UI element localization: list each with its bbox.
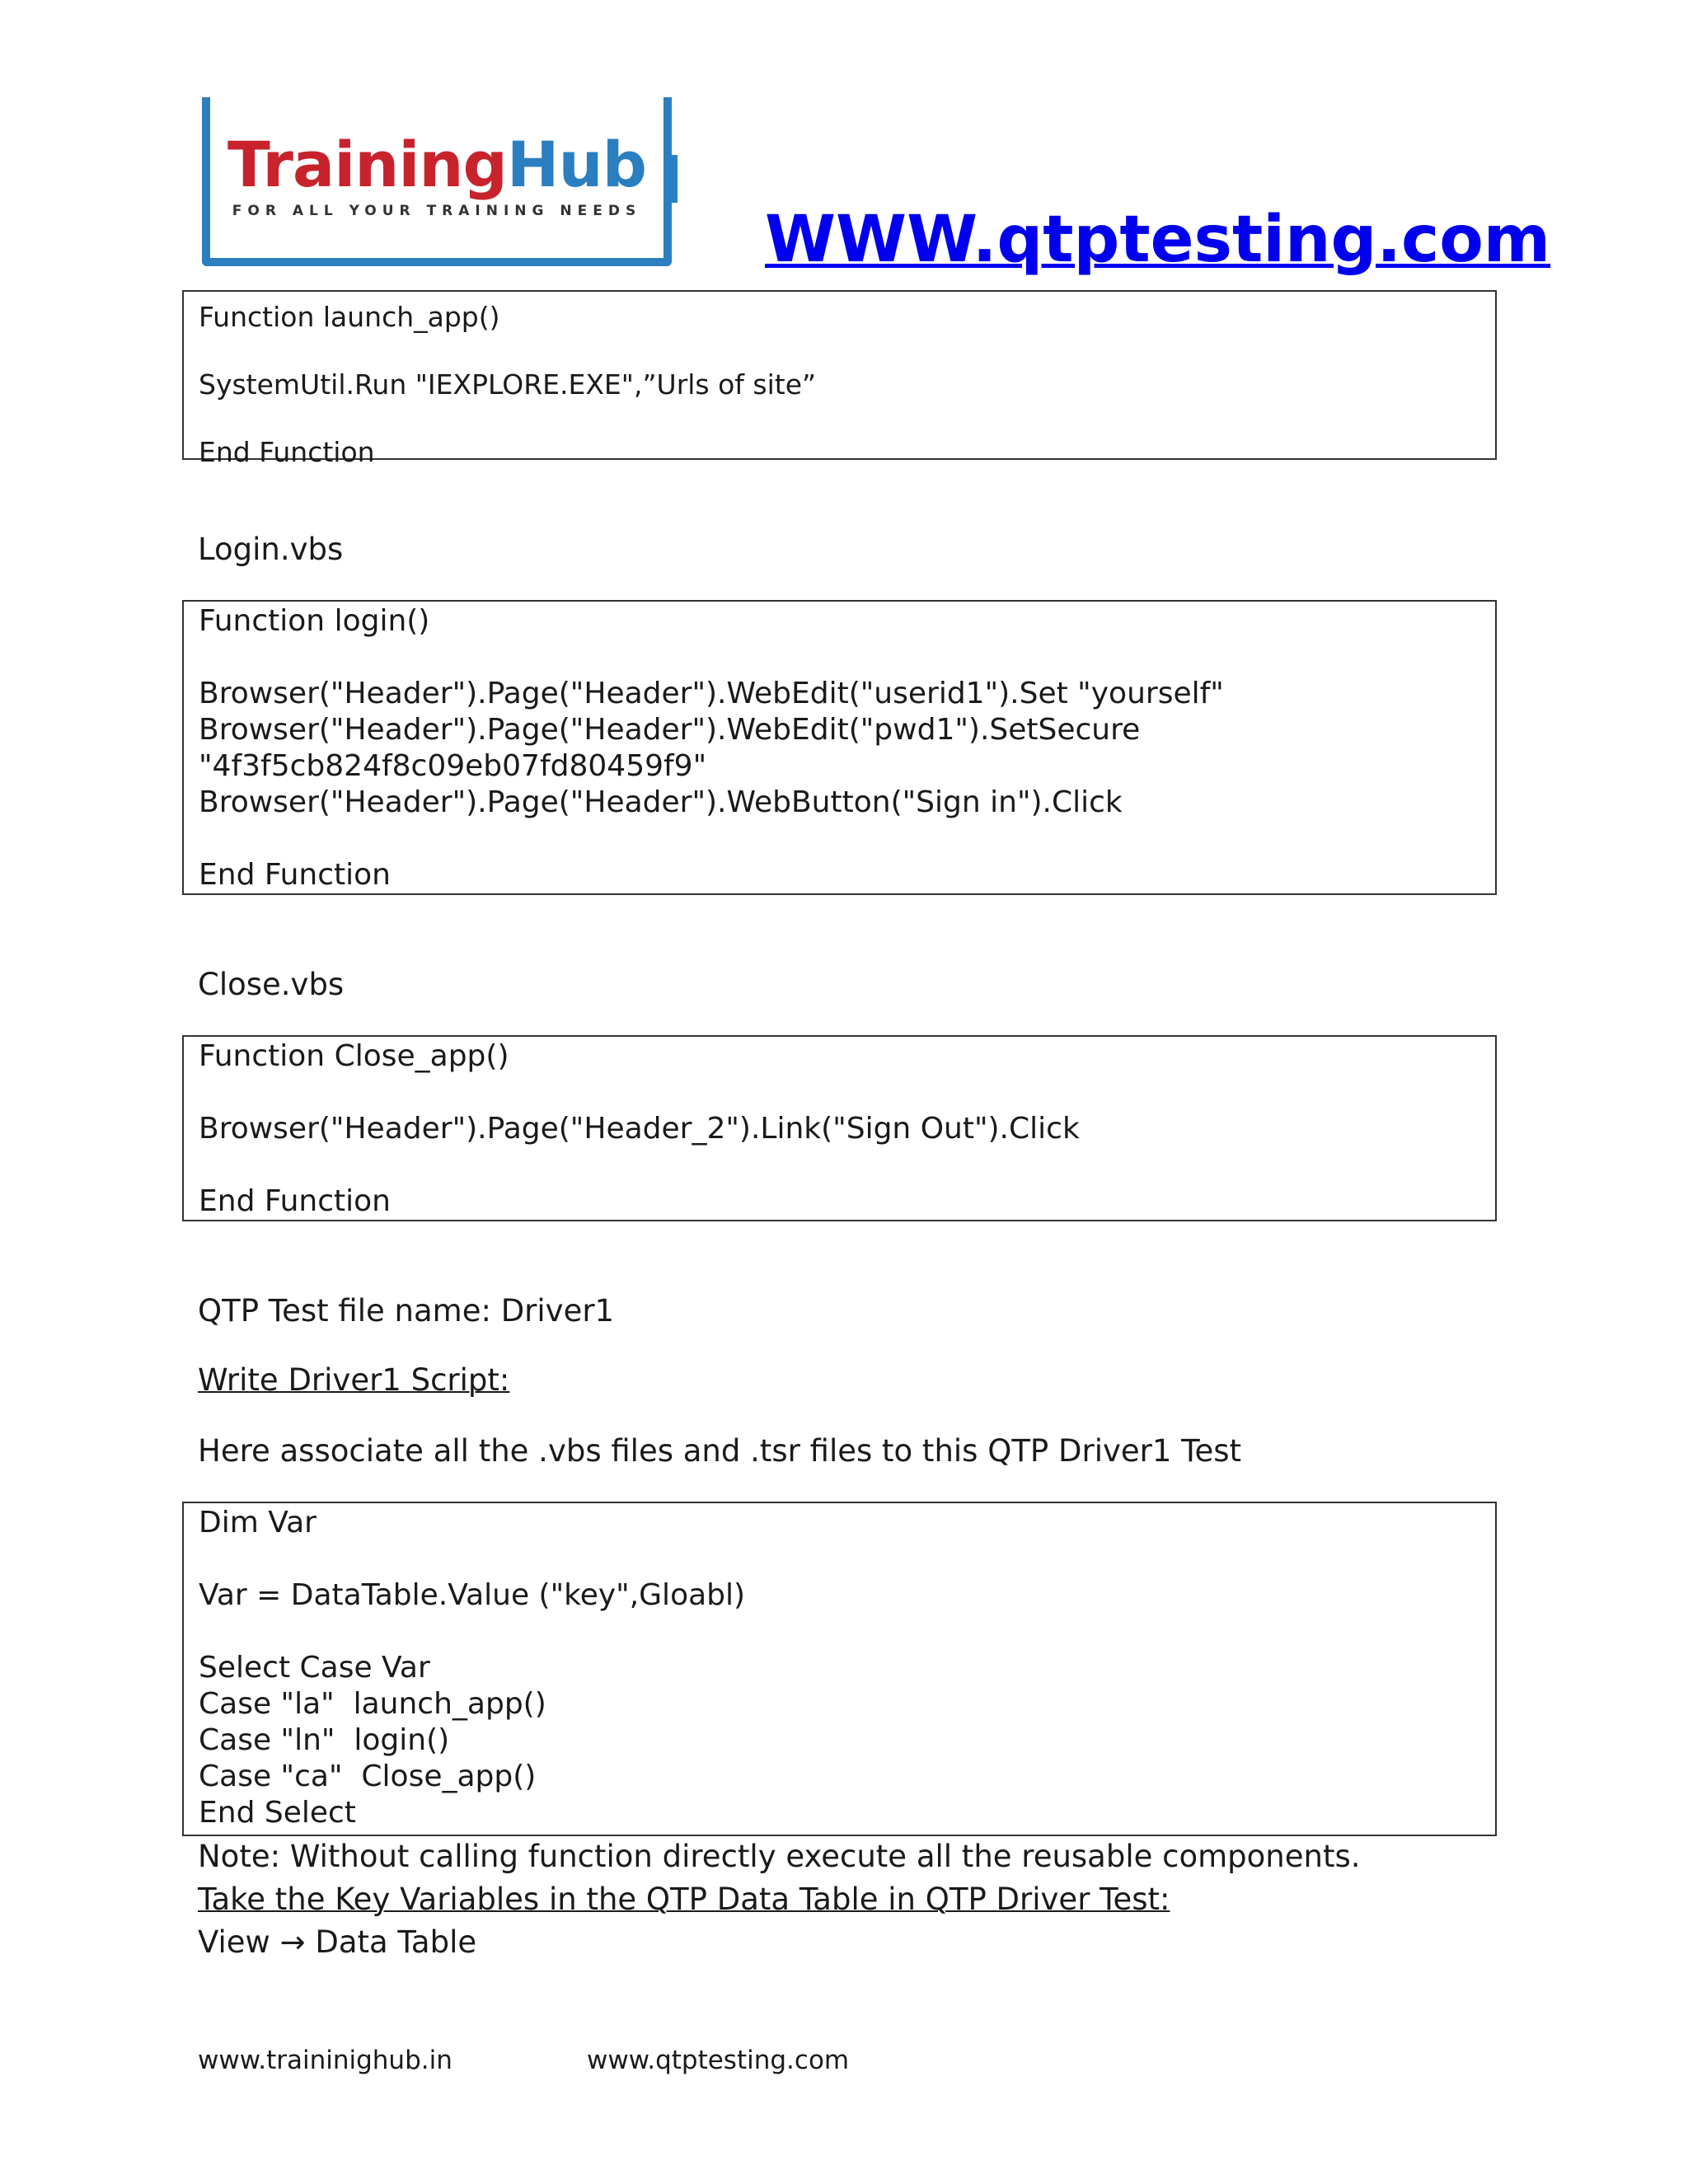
write-driver-heading: Write Driver1 Script: xyxy=(198,1362,510,1398)
code-line: Browser("Header").Page("Header").WebEdit("userid1").Set "yourself" xyxy=(199,677,1224,710)
logo-title-hub: Hub xyxy=(506,128,647,201)
code-line: Browser("Header").Page("Header").WebButton("Sign in").Click xyxy=(199,785,1123,819)
driver-script-code-box xyxy=(182,1502,1497,1836)
key-variables-heading: Take the Key Variables in the QTP Data Table in QTP Driver Test: xyxy=(198,1882,1170,1917)
code-line: Function launch_app() xyxy=(199,301,500,333)
code-line: Browser("Header").Page("Header").WebEdit("pwd1").SetSecure xyxy=(199,713,1141,747)
code-line: Select Case Var xyxy=(199,1651,430,1685)
code-line: Dim Var xyxy=(199,1506,316,1540)
logo-tab-decoration xyxy=(666,155,678,203)
qtp-test-file-name: QTP Test file name: Driver1 xyxy=(198,1293,615,1329)
note-text: Note: Without calling function directly execute all the reusable components. xyxy=(198,1839,1361,1874)
login-vbs-label: Login.vbs xyxy=(198,532,344,567)
code-line: End Function xyxy=(199,858,391,892)
associate-instructions: Here associate all the .vbs files and .tsr files to this QTP Driver1 Test xyxy=(198,1433,1242,1469)
code-line: "4f3f5cb824f8c09eb07fd80459f9" xyxy=(199,749,707,783)
code-line: Function Close_app() xyxy=(199,1039,509,1073)
login-code-box xyxy=(182,600,1497,895)
code-line: Var = DataTable.Value ("key",Gloabl) xyxy=(199,1578,746,1612)
code-line: Browser("Header").Page("Header_2").Link("Sign Out").Click xyxy=(199,1112,1080,1146)
view-data-table-path: View → Data Table xyxy=(198,1924,477,1960)
logo-title-training: Training xyxy=(227,128,507,201)
footer-link-qtptesting[interactable]: www.qtptesting.com xyxy=(587,2046,850,2075)
code-line: End Select xyxy=(199,1796,356,1830)
site-link[interactable]: WWW.qtptesting.com xyxy=(765,203,1551,277)
code-line: Function login() xyxy=(199,604,430,638)
code-line: Case "ca" Close_app() xyxy=(199,1760,537,1793)
traininghub-logo xyxy=(202,97,672,266)
code-line: Case "la" launch_app() xyxy=(199,1687,546,1721)
launch-app-code-box xyxy=(182,290,1497,468)
code-line: End Function xyxy=(199,436,375,468)
logo-tagline: FOR ALL YOUR TRAINING NEEDS xyxy=(232,203,642,219)
code-line: End Function xyxy=(199,1184,391,1218)
code-line: Case "ln" login() xyxy=(199,1723,450,1757)
code-line: SystemUtil.Run "IEXPLORE.EXE",”Urls of site” xyxy=(199,368,817,401)
close-vbs-label: Close.vbs xyxy=(198,967,345,1002)
footer-link-traininghub[interactable]: www.traininighub.in xyxy=(198,2046,452,2075)
logo-title xyxy=(210,128,663,201)
close-app-code-box xyxy=(182,1035,1497,1221)
